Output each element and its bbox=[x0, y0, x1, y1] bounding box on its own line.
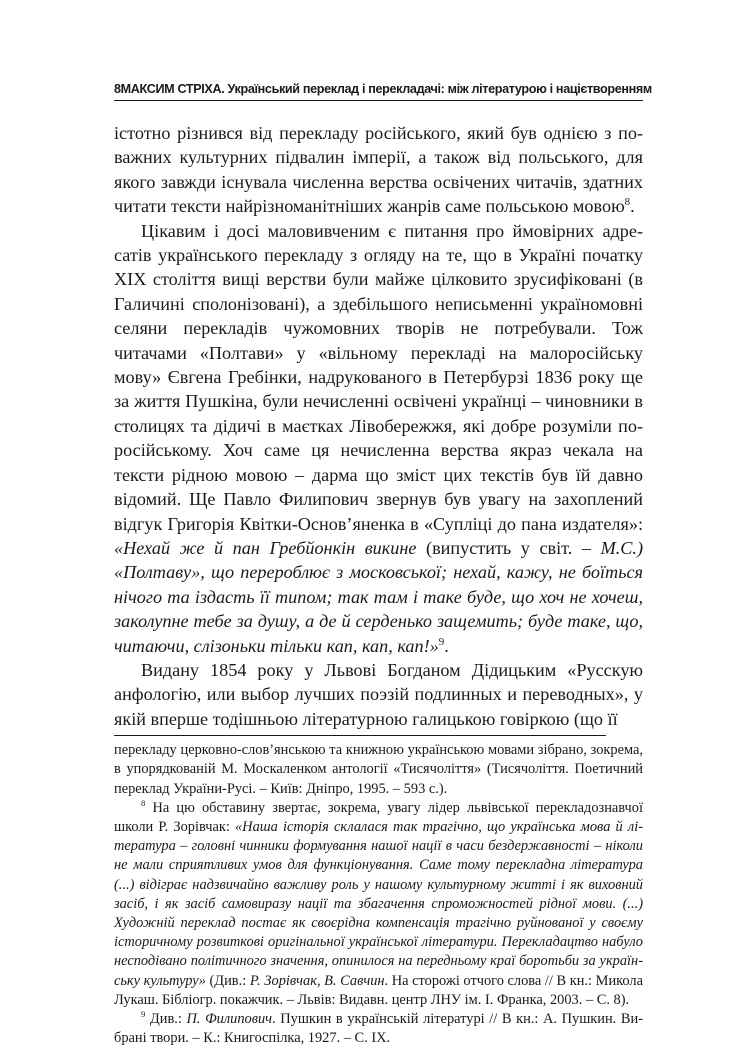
footnote-9 bbox=[114, 1010, 643, 1048]
footnote-8-number: 8 bbox=[141, 797, 146, 808]
footnote-8-see: (Див.: bbox=[205, 972, 250, 989]
quote-kvitka-part1: «Нехай же й пан Гребйонкін викине bbox=[114, 537, 417, 558]
footnote-9-author: П. Филипович bbox=[186, 1011, 273, 1027]
editor-initials: М.С.) bbox=[600, 537, 644, 558]
paragraph-1-text: істотно різнився від перекладу російського, який був однією з поважних культурних підвалин імперії, а також від польського, для якого завжди існувала численна верства освічених читачів, здатних читати тексти найрізноманітніших жанрів саме польською мовою bbox=[114, 123, 643, 217]
paragraph-3: Видану 1854 року у Львові Богданом Дідицьким «Русскую анфологію, или выбор лучших поэзій подлинных и переводных», у якій вперше тодішньою літературною галицькою говіркою (що її bbox=[114, 659, 643, 729]
paragraph-2-end: . bbox=[444, 635, 449, 656]
footnote-8-citation: . На сторожі отчого слова // В кн.: Микола Лукаш. Бібліогр. покажчик. – Львів: Видавн. центр ЛНУ ім. І. Франка, 2003. – С. 8). bbox=[114, 972, 643, 1008]
footnote-ref-8[interactable]: 8 bbox=[624, 196, 631, 209]
running-title: МАКСИМ СТРІХА. Український переклад і перекладачі: між літературою і націєтворенням bbox=[120, 82, 652, 96]
paragraph-2-text: Цікавим і досі маловивченим є питання про ймовірних адресатів українського перекладу з огляду на те, що в Україні початку XIX століття вищі верстви були майже цілковито зрусифіковані (в Галичині сполонізовані), а здебільшого неписьменні україномовні селяни перекладів чужомовних творів не потребували. Тож читачами «Полтави» у «вільному перекладі на малоросійську мову» Євгена Гребінки, надрукованого в Петербурзі 1836 року ще за життя Пушкіна, були нечисленні освічені українці – чиновники в столицях та дідичі в маєтках Лівобережжя, які добре розуміли по-російському. Хоч саме ця нечисленна верства якраз чекала на тексти рідною мовою – дарма що зміст цих текстів був їй давно відомий. Ще Павло Филипович звернув був увагу на захоплений відгук Григорія Квітки-Основ’яненка в «Супліці до пана издателя»: bbox=[114, 220, 643, 534]
running-header bbox=[114, 82, 652, 101]
footnote-9-citation: . Пушкин в українській літературі // В кн.: А. Пушкин. Вибрані твори. – К.: Книгоспілка, 1927. – С. IX. bbox=[114, 1011, 643, 1047]
quote-kvitka-part2: «Полтаву», що перероблює з московської; нехай, кажу, не боїться нічого та іздасть її типом; так там і таке буде, що хоч не хочеш, заколупне тебе за душу, а де й серденько защемить; буде таке, що, читаючи, слізоньки тільки кап, кап, кап!» bbox=[114, 562, 643, 656]
footnote-8 bbox=[114, 799, 643, 1010]
footnotes bbox=[114, 741, 643, 1048]
footnote-9-number: 9 bbox=[141, 1009, 146, 1020]
footnote-8-authors: Р. Зорівчак, В. Савчин bbox=[249, 972, 385, 989]
footnote-separator bbox=[114, 735, 606, 736]
footnote-continuation: перекладу церковно-слов’янською та книжною українською мовами зібрано, зокрема, в упорядкованій М. Москаленком антології «Тисячоліття» (Тисячоліття. Поетичний переклад України-Русі. – Київ: Дніпро, 1995. – 593 с.). bbox=[114, 742, 643, 797]
page bbox=[114, 82, 652, 1048]
footnote-ref-9[interactable]: 9 bbox=[438, 635, 445, 648]
footnote-8-intro: На цю обставину звертає, зокрема, увагу лідер львівської перекладознавчої школи Р. Зорівчак: bbox=[114, 799, 643, 835]
page-number: 8 bbox=[114, 82, 121, 96]
paragraph-2 bbox=[114, 219, 643, 658]
editor-note: (випустить у світ. – bbox=[416, 537, 601, 558]
footnote-8-quote: «Наша історія склалася так трагічно, що українська мова й література – головні чинники формування нашої нації в часи бездержавності – ніколи не мали сприятливих умов для функціонування. Саме тому перекладна література (...) відіграє надзвичайно важливу роль у нашому культурному житті і як виховний засіб, і як засіб самовиразу нації та збагачення спроможностей рідної мови. (...) Художній переклад постає як своєрідна компенсація трагічно руйнованої у своєму історичному розвиткові оригінальної української літератури. Перекладацтво набуло несподівано політичного значення, опинилося на передньому краї боротьби за українську культуру» bbox=[114, 818, 643, 989]
footnote-9-see: Див.: bbox=[145, 1011, 187, 1027]
main-text bbox=[114, 121, 643, 731]
paragraph-1: істотно різнився від перекладу російського, який був однією з поважних культурних підвалин імперії, а також від польського, для якого завжди існувала численна верства освічених читачів, здатних читати тексти найрізноманітніших жанрів саме польською мовою$^8$. bbox=[114, 123, 643, 217]
